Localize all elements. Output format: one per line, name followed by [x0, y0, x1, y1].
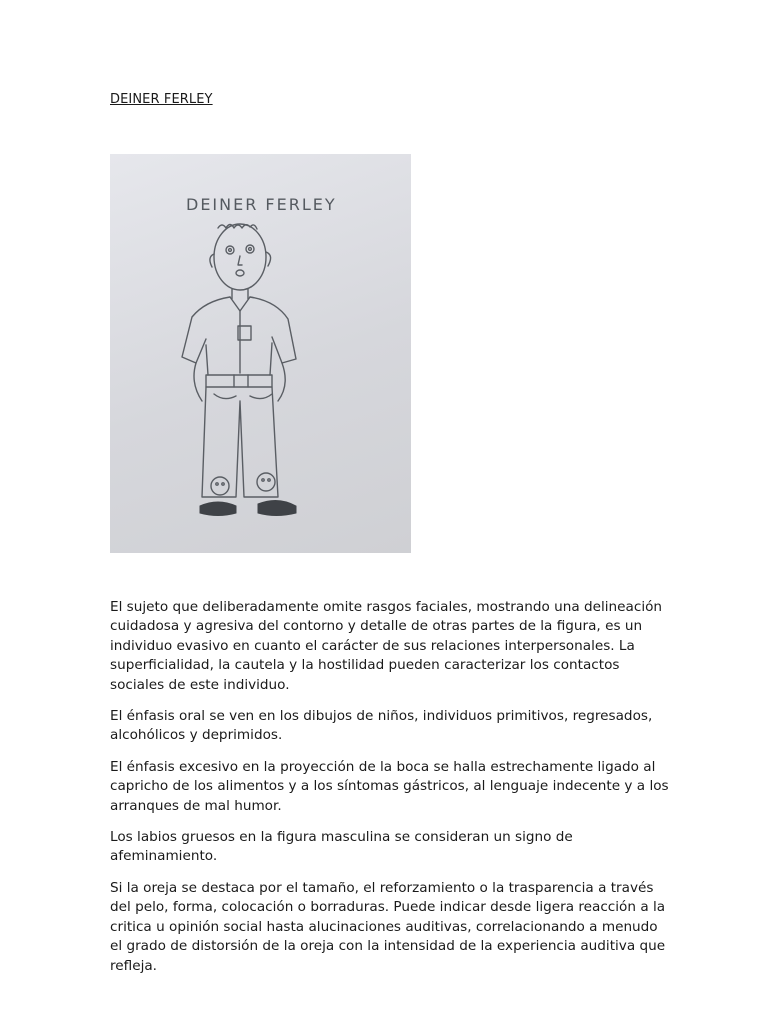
paragraph: El énfasis excesivo en la proyección de la boca se halla estrechamente ligado al capricho de los alimentos y a los síntomas gástricos, al lenguaje indecente y a los arranques de mal humor. [110, 758, 669, 814]
document-title: DEINER FERLEY [110, 92, 213, 107]
drawing-photo [110, 154, 411, 553]
handwritten-caption: DEINER FERLEY [186, 195, 337, 214]
human-figure-drawing [110, 154, 411, 553]
paragraph: El sujeto que deliberadamente omite rasgos faciales, mostrando una delineación cuidadosa y agresiva del contorno y detalle de otras partes de la figura, es un individuo evasivo en cuanto el carácter de sus relaciones interpersonales. La superficialidad, la cautela y la hostilidad pueden caracterizar los contactos sociales de este individuo. [110, 599, 663, 693]
paragraph: El énfasis oral se ven en los dibujos de niños, individuos primitivos, regresados, alcohólicos y deprimidos. [110, 708, 653, 744]
document-body [110, 598, 670, 988]
paragraph: Los labios gruesos en la figura masculina se consideran un signo de afeminamiento. [110, 829, 573, 865]
paragraph: Si la oreja se destaca por el tamaño, el reforzamiento o la trasparencia a través del pelo, forma, colocación o borraduras. Puede indicar desde ligera reacción a la critica u opinión social hasta alucinaciones auditivas, correlacionando a menudo el grado de distorsión de la oreja con la intensidad de la experiencia auditiva que refleja. [110, 879, 666, 974]
